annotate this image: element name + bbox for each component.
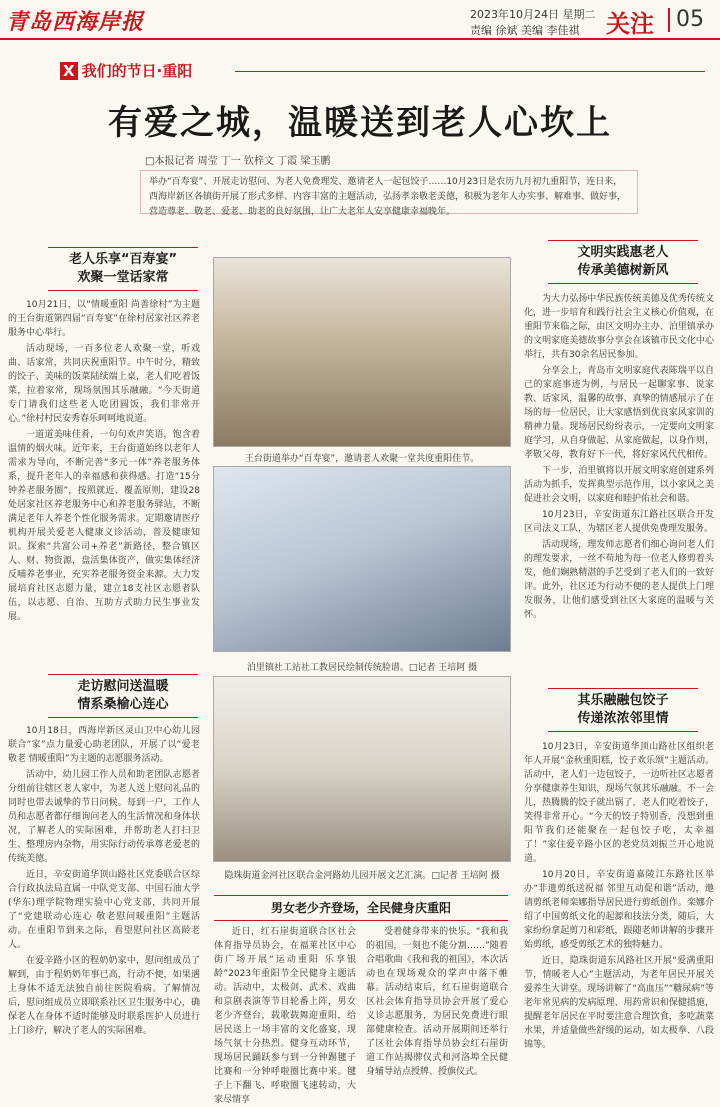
subhead-line: 其乐融融包饺子 [577, 693, 669, 708]
subhead-line: 走访慰问送温暖 [77, 679, 169, 694]
subhead-line: 传递浓浓邻里情 [577, 711, 669, 726]
photo-performance [213, 676, 511, 862]
paragraph: 活动现场，理发师志愿者们细心询问老人们的理发要求，一丝不苟地为每一位老人修剪着头发，他们娴熟精湛的手艺受到了老人们的一致好评。此外，社区还为行动不便的老人提供上门理发服务，让他们感受到社区大家庭的温暖与关怀。 [524, 540, 714, 620]
left-subhead-2 [48, 674, 198, 718]
bottom-article-col-2 [366, 925, 508, 1090]
paragraph: 10月23日，辛安街道华顶山路社区组织老年人开展“金秋重阳糕，饺子欢乐颂”主题活动。活动中，老人们一边包饺子，一边听社区志愿者分享健康养生知识，现场气氛其乐融融。不一会儿，热腾腾的饺子就出锅了，老人们吃着饺子，笑得非常开心。“今天的饺子特别香，没想到重阳节我们还能聚在一起包饺子吃，太幸福了！”家住爱辛路小区的老党员刘振兰开心地说道。 [524, 742, 714, 864]
paragraph: 近日，辛安街道华顶山路社区党委联合区综合行政执法局直属一中队党支部、中国石油大学(华东)理学院物理实验中心党支部，共同开展了“党建联动心连心 敬老慰问暖重阳”主题活动。在重阳节到来之际，看望慰问社区高龄老人。 [8, 870, 200, 950]
paragraph: 活动中，幼儿园工作人员和助老团队志愿者分组前往辖区老人家中，为老人送上慰问礼品的同时也带去诚挚的节日问候。每到一户，工作人员和志愿者都仔细询问老人的生活情况和身体状况，了解老人的实际困难，并帮助老人打扫卫生、整理房内杂物，用实际行动传承尊老爱老的传统美德。 [8, 770, 200, 864]
kicker-text: 我们的节日·重阳 [81, 62, 193, 80]
photo-caption: 王台街道举办“百寿宴”，邀请老人欢聚一堂共度重阳佳节。 [244, 454, 480, 464]
paragraph: 10月20日，辛安街道嘉陵江东路社区举办“非遗剪纸送祝福 邻里互动促和谐”活动，邀请剪纸老师栾娜指导居民进行剪纸创作。栾娜介绍了中国剪纸文化的起源和技法分类，随后，大家纷纷拿起剪刀和彩纸，跟随老师讲解的步骤开始剪纸，感受剪纸艺术的独特魅力。 [524, 870, 714, 950]
paragraph: 10月21日，以“情暖重阳 尚善徐村”为主题的王台街道第四届“百寿宴”在徐村居家社区养老服务中心举行。 [8, 300, 200, 338]
bottom-article-col-1 [214, 925, 356, 1105]
page-number: 05 [668, 8, 704, 32]
left-subhead-1 [48, 247, 198, 291]
subhead-line: 老人乐享“百寿宴” [68, 252, 178, 267]
paragraph: 10月18日，西海岸新区灵山卫中心幼儿园联合“家”点力量爱心助老团队，开展了以“爱老敬老 情暖重阳”为主题的志愿服务活动。 [8, 726, 200, 764]
kicker-rule [235, 71, 705, 72]
paragraph: 10月23日，辛安街道东江路社区联合开发区司法义工队，为辖区老人提供免费理发服务。 [524, 510, 714, 534]
editor-credits: 责编 徐斌 美编 李佳祺 [470, 24, 580, 37]
byline: □本报记者 周莹 丁一 钦梓文 丁霞 梁玉鹏 [145, 156, 331, 167]
issue-date: 2023年10月24日 星期二 [470, 8, 596, 21]
paragraph: 近日，隐珠街道东风路社区开展“爱满重阳节，情暖老人心”主题活动，为老年居民开展关爱养生大讲堂。现场讲解了“高血压”“糖尿病”等老年常见病的发病原理、用药常识和保健措施，提醒老年居民在平时要注意合理饮食，多吃蔬菜水果，并适量做些舒缓的运动，如太极拳、八段锦等。 [524, 956, 714, 1050]
x-logo-icon: X [60, 62, 78, 80]
paragraph: 在爱辛路小区的程奶奶家中，慰问组成员了解到，由于程奶奶年事已高，行动不便，如果遇上身体不适无法独自前往医院看病。了解情况后，慰问组成员立即联系社区卫生服务中心，确保老人在身体不适时能够及时联系医护人员进行上门诊疗，解决了老人的实际困难。 [8, 956, 200, 1036]
paragraph: 分享会上，青岛市文明家庭代表陈瑞平以自己的家庭事迹为例，与居民一起聊家事、说家教、话家风，温馨的故事、真挚的情感展示了在场的每一位居民，让大家感悟到优良家风家训的精神力量。现场居民纷纷表示，一定要向文明家庭学习，从自身做起、从家庭做起，以身作则，孝敬父母，教育好下一代，将好家风代代相传。 [524, 366, 714, 460]
right-subhead-1 [548, 240, 698, 284]
subhead-line: 传承美德树新风 [577, 263, 669, 278]
paragraph: 活动现场，一百多位老人欢聚一堂，听戏曲、话家常，共同庆祝重阳节。中午时分，精致的饺子、美味的饭菜陆续端上桌，老人们吃着饭菜，拉着家常，现场氛围其乐融融。“今天街道专门请我们这些老人吃团圆饭，我们非常开心。”徐村村民安秀春乐呵呵地说道。 [8, 344, 200, 424]
left-article-1 [8, 298, 200, 662]
bottom-subhead: 男女老少齐登场，全民健身庆重阳 [214, 895, 508, 921]
subhead-line: 文明实践惠老人 [577, 245, 669, 260]
photo-facepaint [213, 466, 511, 652]
paragraph: 近日，红石崖街道联合区社会体育指导员协会，在福莱社区中心街广场开展“运动重阳 乐享银龄”2023年重阳节全民健身主题活动。活动中，太极剑、武术、戏曲和京剧表演等节目轮番上阵，男女老少齐登台，载歌载舞迎重阳，给居民送上一场丰富的文化盛宴，现场气氛十分热烈。健身互动环节，现场居民踊跃参与到一分钟踢毽子比赛和一分钟呼啦圈比赛中来。毽子上下翻飞、呼啦圈飞速转动，大家尽情享 [214, 927, 356, 1105]
paragraph: 下一步，泊里镇将以开展文明家庭创建系列活动为抓手，发挥典型示范作用，以小家风之美促进社会文明，以家庭和睦护佑社会和谐。 [524, 466, 714, 504]
photo-banquet [213, 257, 511, 447]
paragraph: 一道道美味佳肴，一句句欢声笑语，饱含着温情的烟火味。近年来，王台街道始终以老年人需求为导向，不断完善“多元一体”养老服务体系，提升老年人的幸福感和获得感。打造“15分钟养老服务圈”，按照就近、覆盖原则，建设28处居家社区养老服务中心和养老服务驿站，不断满足老年人养老个性化服务需求。定期邀请医疗机构开展关爱老人健康义诊活动，普及健康知识。探索“共富公司+养老”新路径，整合镇区人、财、物资源，盘活集体资产，做实集体经济反哺养老事业，充实养老服务资金来源。大力发展培育社区志愿力量，建立18支社区志愿者队伍，以志愿、自治、互助方式助力民生事业发展。 [8, 430, 200, 622]
paragraph: 受着健身带来的快乐。“我和我的祖国，一刻也不能分割……”随着合唱歌曲《我和我的祖国》，本次活动也在现场观众的掌声中落下帷幕。活动结束后，红石崖街道联合区社会体育指导员协会开展了爱心义诊志愿服务，为居民免费进行眼部健康检查。活动开展期间还举行了区社会体育指导员协会红石崖街道工作站揭牌仪式和河洛埠全民健身辅导站点授牌、授旗仪式。 [366, 927, 508, 1077]
lead-paragraph: 举办“百寿宴”、开展走访慰问、为老人免费理发、邀请老人一起包饺子……10月23日是农历九月初九重阳节，连日来，西海岸新区各镇街开展了形式多样、内容丰富的主题活动，弘扬孝亲敬老美德，积极为老年人办实事、解难事、做好事，营造尊老、敬老、爱老、助老的良好氛围，让广大老年人安享健康幸福晚年。 [140, 170, 638, 214]
left-article-2 [8, 724, 200, 1090]
right-article-1 [524, 292, 714, 678]
photo-caption: 泊里镇社工站社工教居民绘制传统脸谱。□记者 王培阿 摄 [246, 663, 478, 673]
subhead-line: 情系桑榆心连心 [77, 697, 169, 712]
masthead-rule [0, 38, 720, 40]
paragraph: 为大力弘扬中华民族传统美德及优秀传统文化，进一步培育和践行社会主义核心价值观，在重阳节来临之际，由区文明办主办、泊里镇承办的文明家庭美德故事分享会在该镇市民文化中心举行，共有30余名居民参加。 [524, 294, 714, 360]
photo-caption: 隐珠街道金河社区联合金河路幼儿园开展文艺汇演。□记者 王培阿 摄 [224, 871, 500, 881]
subhead-line: 欢聚一堂话家常 [77, 270, 169, 285]
section-name: 关注 [606, 10, 654, 38]
headline: 有爱之城，温暖送到老人心坎上 [108, 103, 612, 143]
newspaper-logo: 青岛西海岸报 [6, 9, 145, 35]
kicker [60, 60, 192, 81]
right-subhead-2 [548, 688, 698, 732]
right-article-2 [524, 740, 714, 1090]
